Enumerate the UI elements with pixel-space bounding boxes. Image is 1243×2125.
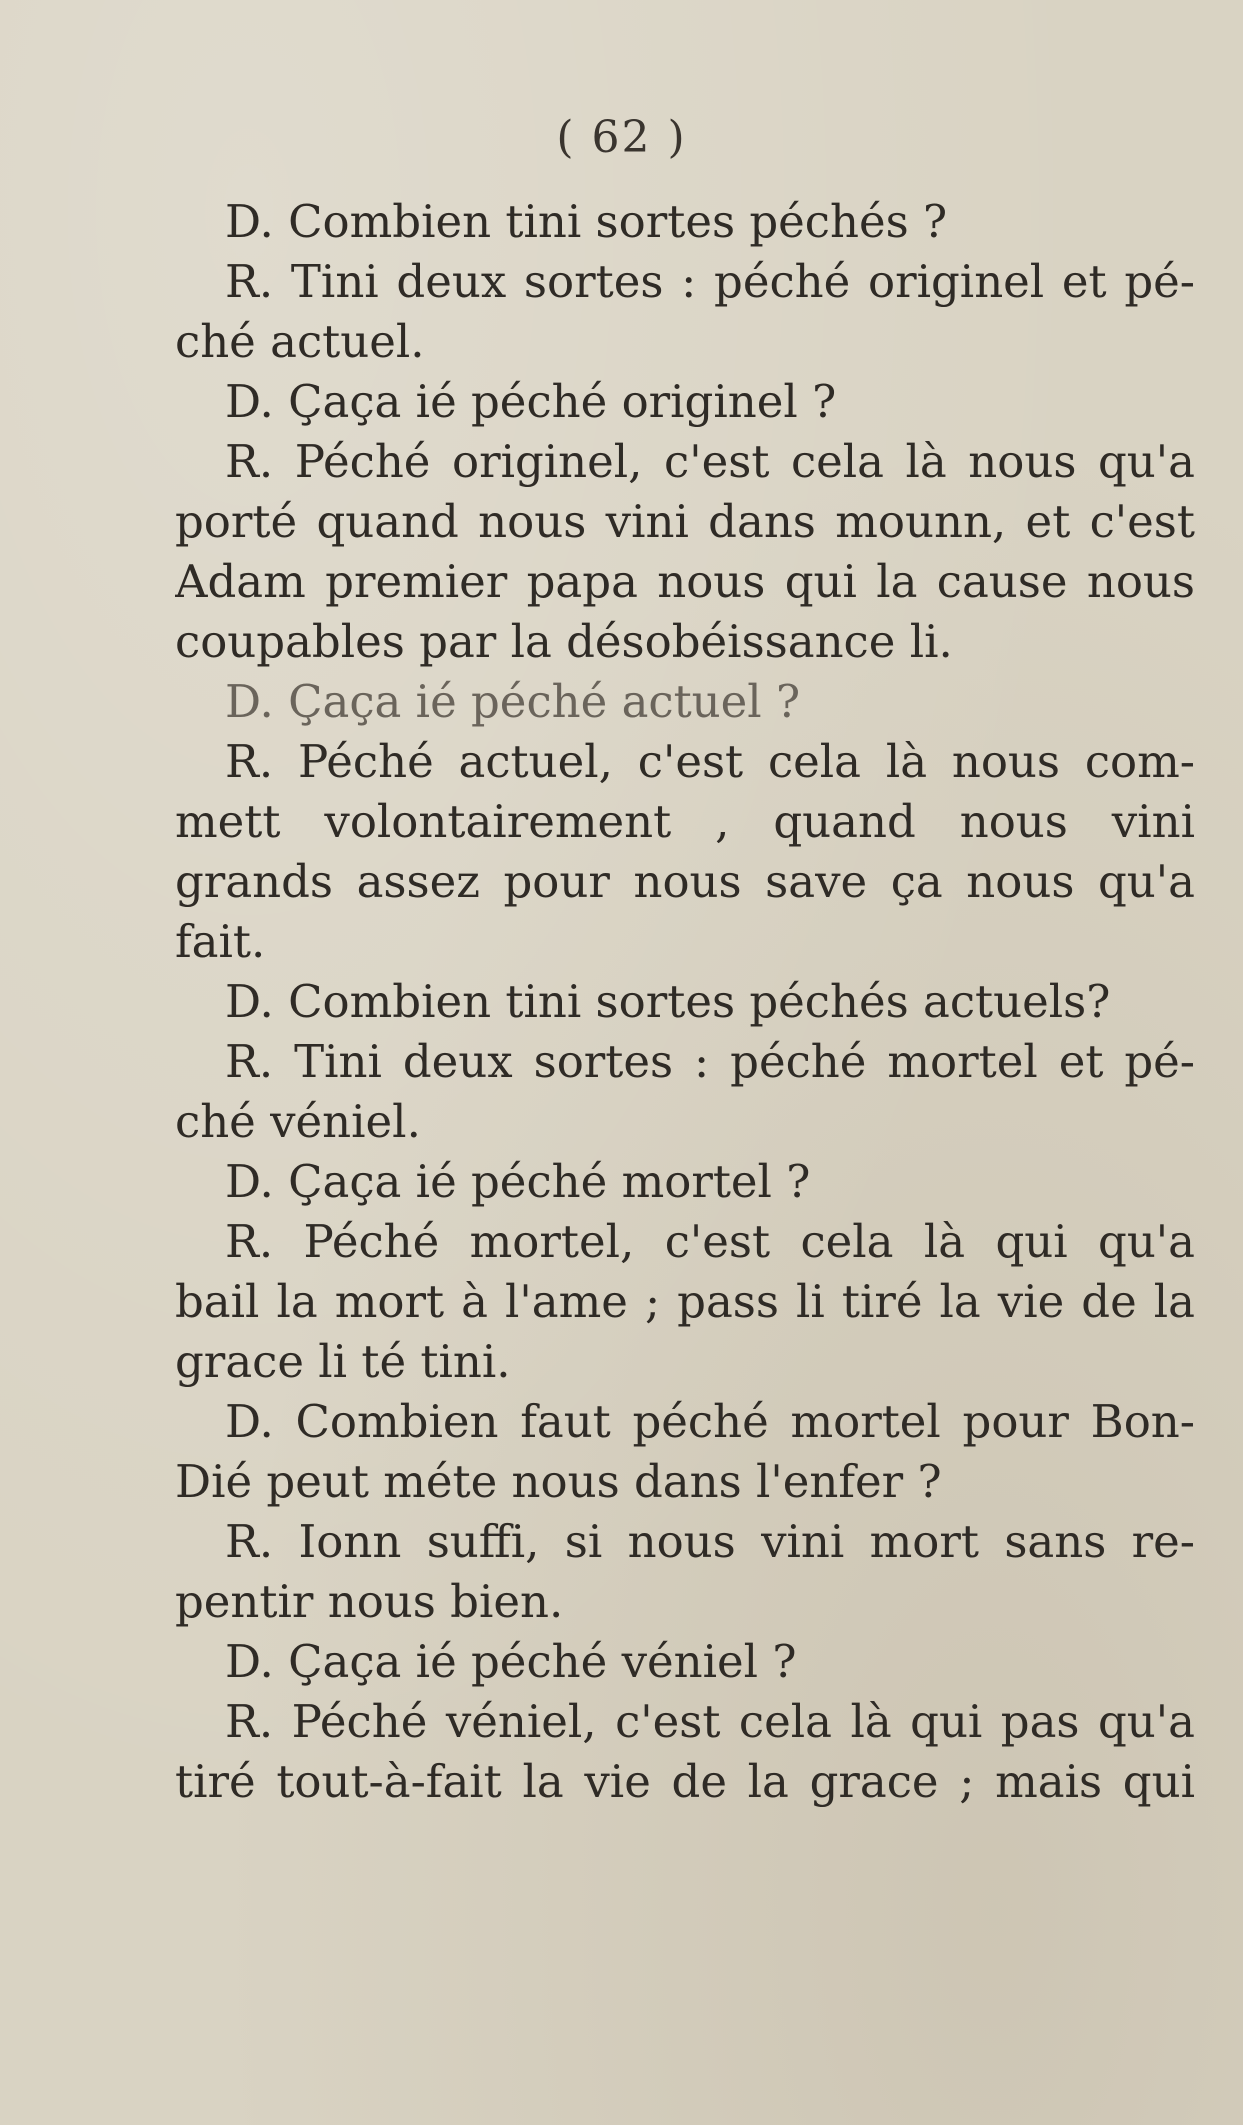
text-line: grace li té tini. bbox=[175, 1335, 511, 1388]
text-line: mett volontairement , quand nous vini bbox=[175, 795, 1195, 848]
text-line: R. Péché actuel, c'est cela là nous com- bbox=[225, 735, 1195, 788]
text-line: D. Çaça ié péché actuel ? bbox=[225, 675, 801, 728]
text-line: coupables par la désobéissance li. bbox=[175, 615, 953, 668]
text-line: ché véniel. bbox=[175, 1095, 421, 1148]
text-line: Dié peut méte nous dans l'enfer ? bbox=[175, 1455, 942, 1508]
text-line: grands assez pour nous save ça nous qu'a bbox=[175, 855, 1195, 908]
text-line: pentir nous bien. bbox=[175, 1575, 564, 1628]
text-line: D. Combien faut péché mortel pour Bon- bbox=[225, 1395, 1195, 1448]
text-line: R. Tini deux sortes : péché mortel et pé- bbox=[225, 1035, 1195, 1088]
text-line: fait. bbox=[175, 915, 266, 968]
text-line: D. Combien tini sortes péchés ? bbox=[225, 195, 948, 248]
text-line: Adam premier papa nous qui la cause nous bbox=[175, 555, 1195, 608]
text-line: R. Ionn suffi, si nous vini mort sans re- bbox=[225, 1515, 1195, 1568]
text-line: ché actuel. bbox=[175, 315, 425, 368]
text-line: R. Tini deux sortes : péché originel et pé- bbox=[225, 255, 1195, 308]
text-line: R. Péché originel, c'est cela là nous qu'a bbox=[225, 435, 1195, 488]
text-line: D. Çaça ié péché mortel ? bbox=[225, 1155, 811, 1208]
text-line: R. Péché véniel, c'est cela là qui pas qu'a bbox=[225, 1695, 1195, 1748]
text-line: D. Çaça ié péché véniel ? bbox=[225, 1635, 797, 1688]
text-line: tiré tout-à-fait la vie de la grace ; mais qui bbox=[175, 1755, 1195, 1808]
text-line: bail la mort à l'ame ; pass li tiré la vie de la bbox=[175, 1275, 1195, 1328]
text-line: D. Çaça ié péché originel ? bbox=[225, 375, 837, 428]
page-number: ( 62 ) bbox=[556, 112, 687, 163]
text-line: D. Combien tini sortes péchés actuels? bbox=[225, 975, 1111, 1028]
catechism-text bbox=[175, 192, 1195, 1812]
text-line: R. Péché mortel, c'est cela là qui qu'a bbox=[225, 1215, 1195, 1268]
text-line: porté quand nous vini dans mounn, et c'est bbox=[175, 495, 1195, 548]
